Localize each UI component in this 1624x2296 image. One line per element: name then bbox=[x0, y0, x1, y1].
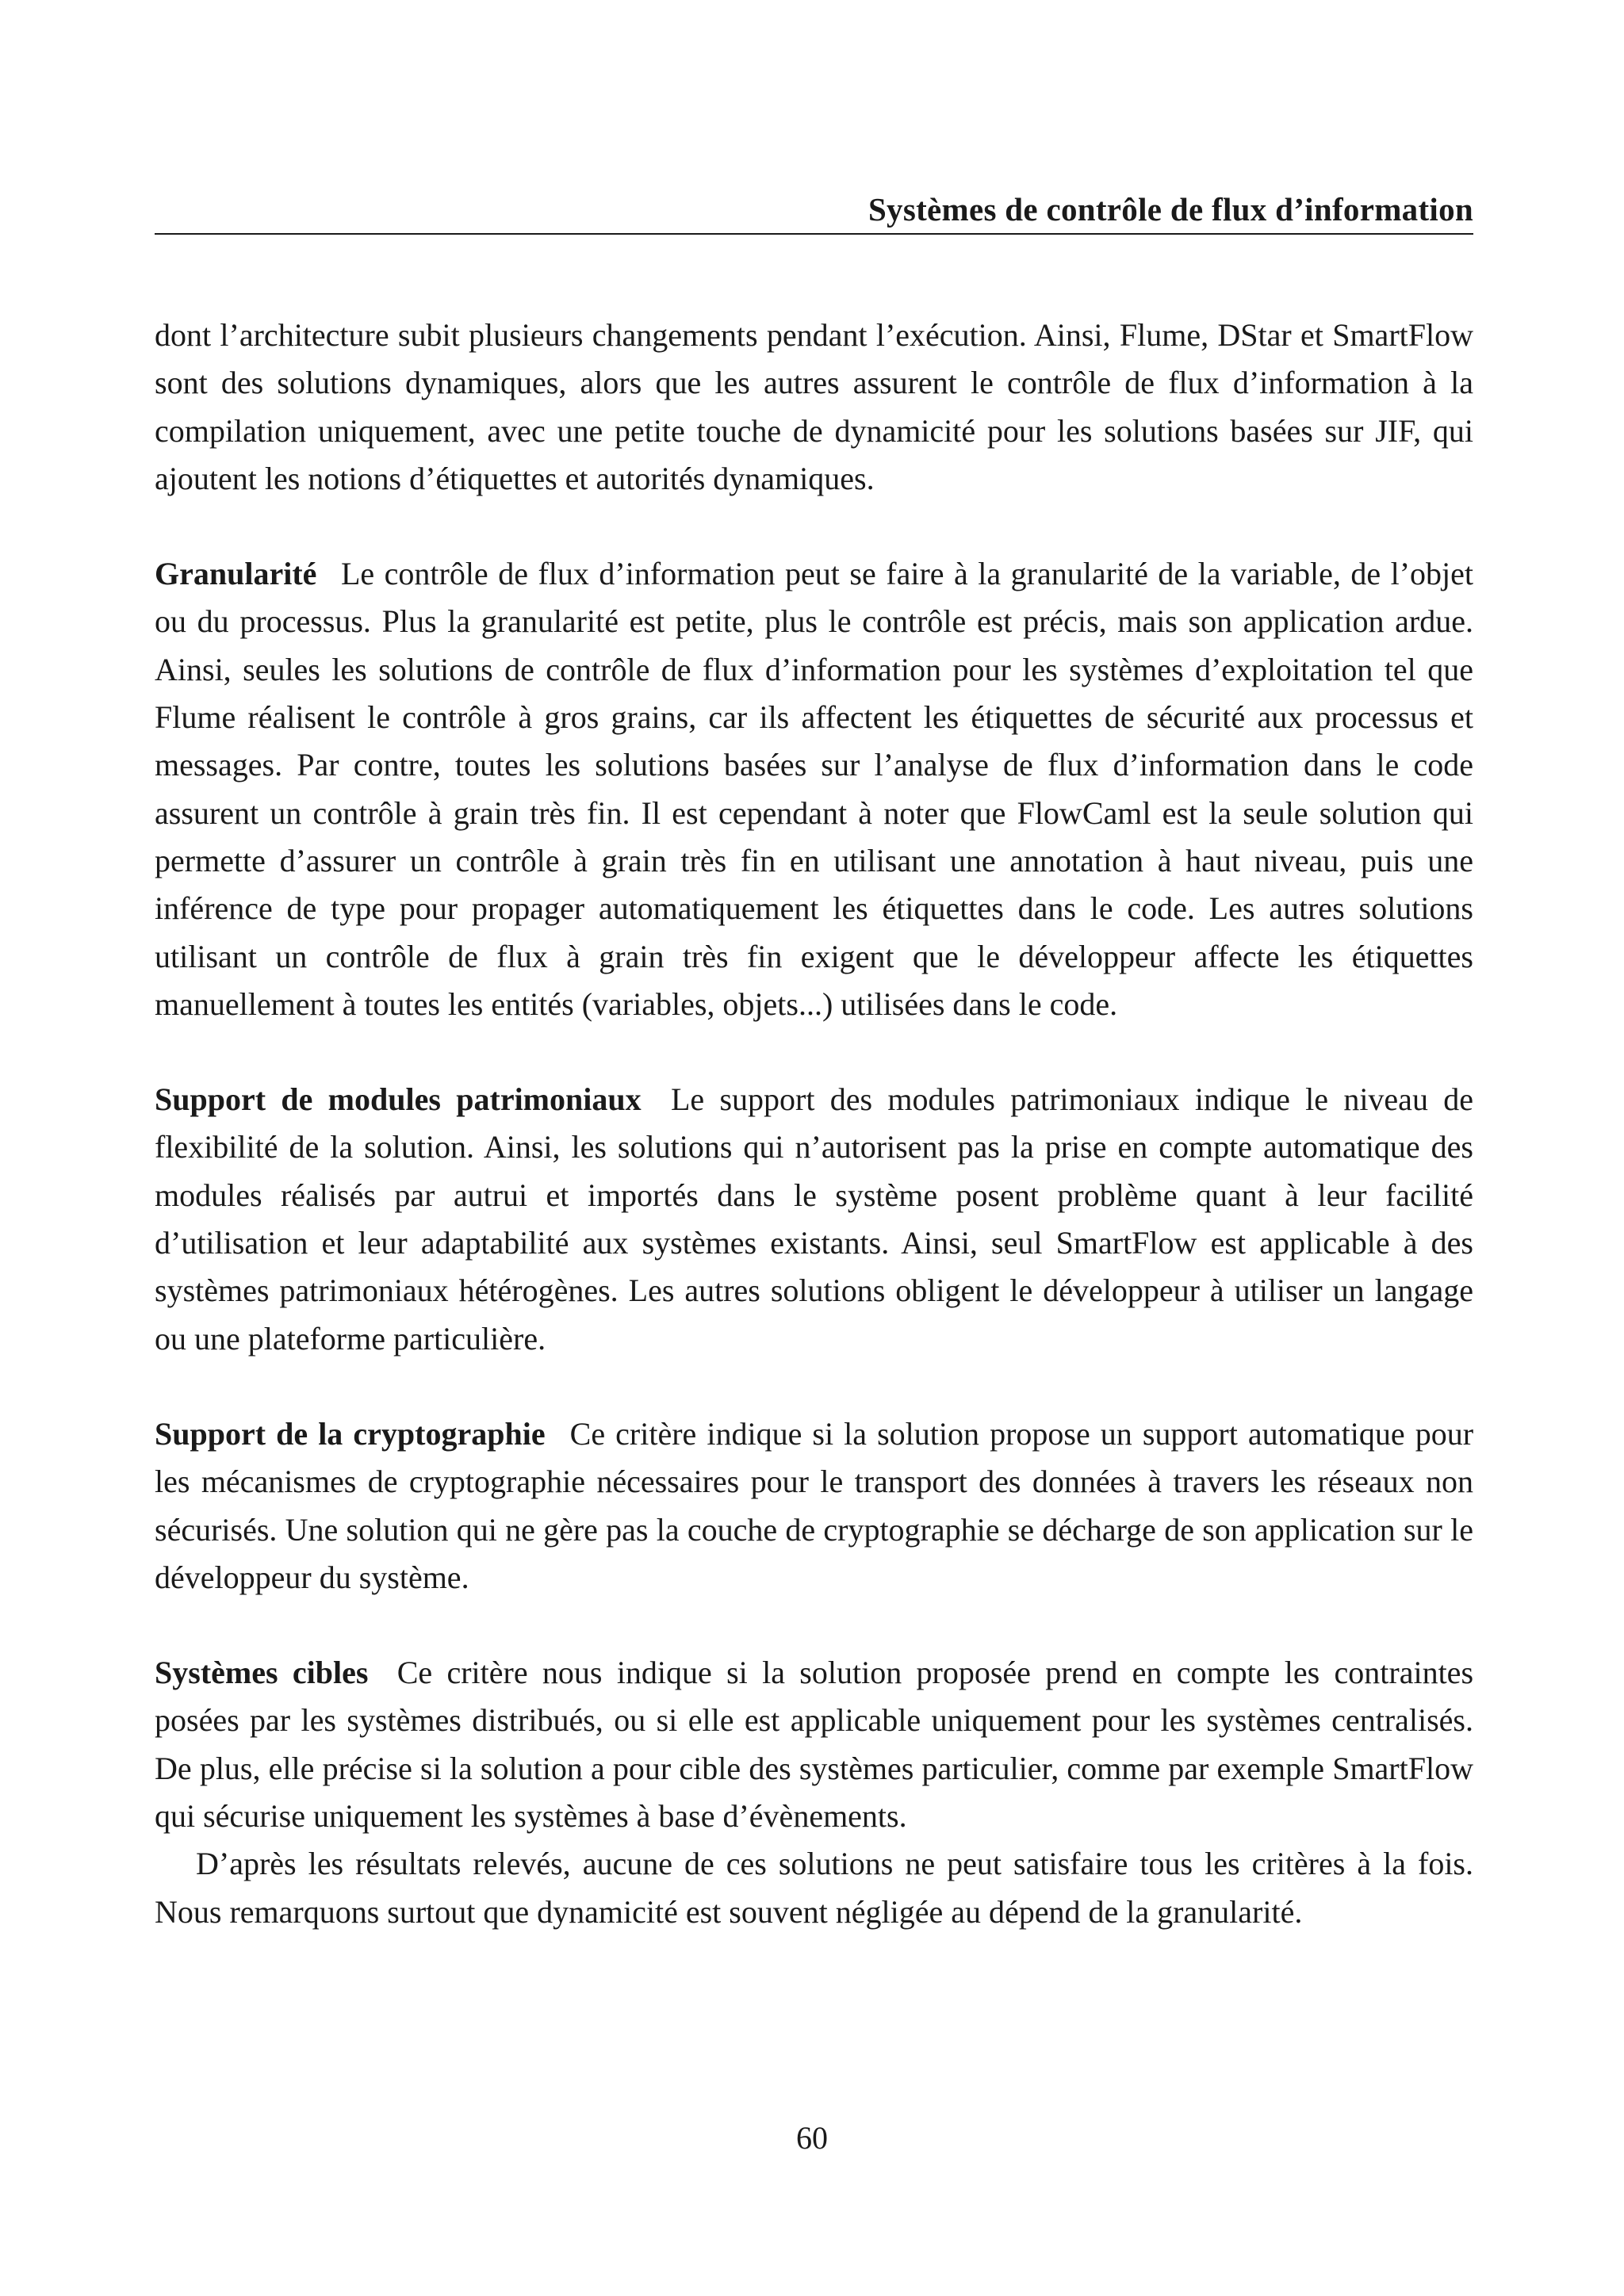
page-number: 60 bbox=[796, 2120, 828, 2156]
paragraph-text: D’après les résultats relevés, aucune de ces solutions ne peut satisfaire tous les critères à la fois. Nous remarquons surtout que dynamicité est souvent négligée au dépend de la granularité. bbox=[155, 1846, 1473, 1930]
running-header-title: Systèmes de contrôle de flux d’information bbox=[868, 191, 1473, 228]
header-rule bbox=[155, 233, 1473, 235]
body-text bbox=[155, 312, 1473, 1936]
paragraph-conclusion bbox=[155, 1840, 1473, 1936]
paragraph-heading: Granularité bbox=[155, 556, 317, 592]
paragraph-modules-patrimoniaux bbox=[155, 1076, 1473, 1363]
paragraph-text: Le contrôle de flux d’information peut se faire à la granularité de la variable, de l’objet ou du processus. Plus la granularité est petite, plus le contrôle est précis, mais son application ardue. Ainsi, seules les solutions de contrôle de flux d’information pour les systèmes d’exploitation tel que Flume réalisent le contrôle à gros grains, car ils affectent les étiquettes de sécurité aux processus et messages. Par contre, toutes les solutions basées sur l’analyse de flux d’information dans le code assurent un contrôle à grain très fin. Il est cependant à noter que FlowCaml est la seule solution qui permette d’assurer un contrôle à grain très fin en utilisant une annotation à haut niveau, puis une inférence de type pour propager automatiquement les étiquettes dans le code. Les autres solutions utilisant un contrôle de flux à grain très fin exigent que le développeur affecte les étiquettes manuellement à toutes les entités (variables, objets...) utilisées dans le code. bbox=[155, 556, 1474, 1022]
paragraph-text: Ce critère indique si la solution propose un support automatique pour les mécanismes de cryptographie nécessaires pour le transport des données à travers les réseaux non sécurisés. Une solution qui ne gère pas la couche de cryptographie se décharge de son application sur le développeur du système. bbox=[155, 1415, 1474, 1595]
paragraph-cryptographie bbox=[155, 1410, 1473, 1601]
paragraph-continuation bbox=[155, 312, 1473, 503]
paragraph-text: dont l’architecture subit plusieurs changements pendant l’exécution. Ainsi, Flume, DStar et SmartFlow sont des solutions dynamiques, alors que les autres assurent le contrôle de flux d’information à la compilation uniquement, avec une petite touche de dynamicité pour les solutions basées sur JIF, qui ajoutent les notions d’étiquettes et autorités dynamiques. bbox=[155, 317, 1473, 496]
paragraph-heading: Support de la cryptographie bbox=[155, 1415, 546, 1452]
paragraph-heading: Systèmes cibles bbox=[155, 1655, 369, 1691]
paragraph-heading: Support de modules patrimoniaux bbox=[155, 1081, 642, 1118]
paragraph-text: Le support des modules patrimoniaux indique le niveau de flexibilité de la solution. Ainsi, les solutions qui n’autorisent pas la prise en compte automatique des modules réalisés par autrui et importés dans le système posent problème quant à leur facilité d’utilisation et leur adaptabilité aux systèmes existants. Ainsi, seul SmartFlow est applicable à des systèmes patrimoniaux hétérogènes. Les autres solutions obligent le développeur à utiliser un langage ou une plateforme particulière. bbox=[155, 1081, 1474, 1357]
paragraph-systemes-cibles bbox=[155, 1649, 1473, 1840]
paragraph-text: Ce critère nous indique si la solution proposée prend en compte les contraintes posées par les systèmes distribués, ou si elle est applicable uniquement pour les systèmes centralisés. De plus, elle précise si la solution a pour cible des systèmes particulier, comme par exemple SmartFlow qui sécurise uniquement les systèmes à base d’évènements. bbox=[155, 1655, 1474, 1835]
paragraph-granularite bbox=[155, 550, 1473, 1028]
